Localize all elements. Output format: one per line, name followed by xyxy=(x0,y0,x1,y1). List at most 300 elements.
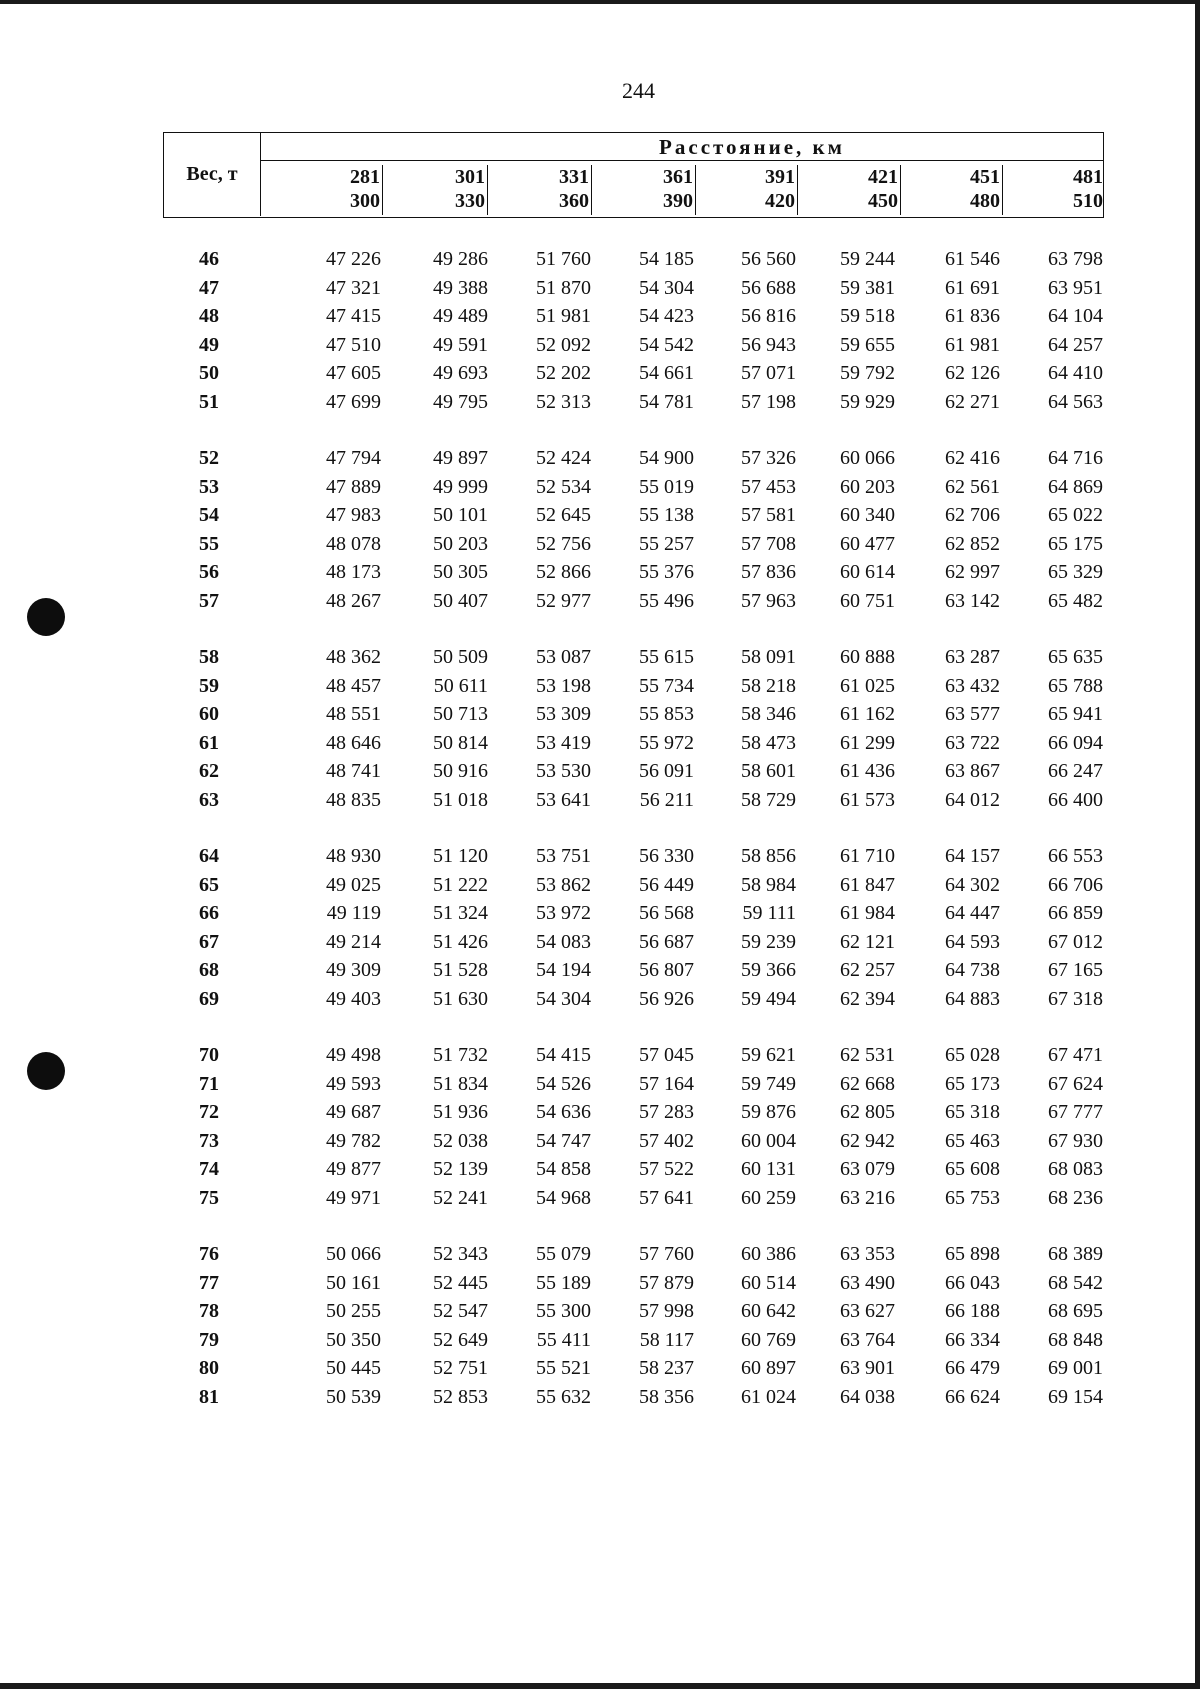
value-cell: 61 162 xyxy=(840,703,895,726)
distance-range-header xyxy=(281,165,383,215)
value-cell: 58 729 xyxy=(741,789,796,811)
value-cell: 52 534 xyxy=(536,475,591,498)
value-cell: 65 753 xyxy=(945,1187,1000,1209)
value-cell: 49 693 xyxy=(433,362,488,385)
page-number: 244 xyxy=(622,78,655,103)
range-to: 510 xyxy=(1073,190,1103,212)
value-cell: 54 781 xyxy=(639,391,694,413)
distance-range-header xyxy=(490,165,592,215)
value-cell: 49 388 xyxy=(433,276,488,299)
value-cell: 51 018 xyxy=(433,789,488,811)
weight-cell: 64 xyxy=(199,845,219,867)
value-cell: 47 983 xyxy=(326,504,381,527)
table-row xyxy=(0,277,1200,303)
value-cell: 62 257 xyxy=(840,959,895,982)
value-cell: 50 203 xyxy=(433,532,488,555)
value-cell: 67 777 xyxy=(1048,1101,1103,1124)
value-cell: 52 092 xyxy=(536,333,591,356)
value-cell: 58 346 xyxy=(741,703,796,726)
table-row xyxy=(0,1272,1200,1298)
value-cell: 65 788 xyxy=(1048,674,1103,697)
value-cell: 56 091 xyxy=(639,760,694,783)
value-cell: 51 981 xyxy=(536,305,591,328)
table-row xyxy=(0,1329,1200,1355)
value-cell: 50 814 xyxy=(433,731,488,754)
table-row xyxy=(0,1357,1200,1383)
value-cell: 57 283 xyxy=(639,1101,694,1124)
value-cell: 64 012 xyxy=(945,789,1000,811)
value-cell: 60 131 xyxy=(741,1158,796,1181)
weight-cell: 69 xyxy=(199,988,219,1010)
value-cell: 57 453 xyxy=(741,475,796,498)
table-row xyxy=(0,1300,1200,1326)
value-cell: 55 411 xyxy=(536,1328,591,1351)
value-cell: 64 738 xyxy=(945,959,1000,982)
value-cell: 64 716 xyxy=(1048,447,1103,469)
table-row xyxy=(0,1073,1200,1099)
table-row xyxy=(0,959,1200,985)
distance-range-header xyxy=(386,165,488,215)
value-cell: 53 419 xyxy=(536,731,591,754)
value-cell: 54 423 xyxy=(639,305,694,328)
value-cell: 65 318 xyxy=(945,1101,1000,1124)
table-row xyxy=(0,789,1200,815)
value-cell: 51 870 xyxy=(536,276,591,299)
weight-cell: 80 xyxy=(199,1357,219,1380)
value-cell: 61 299 xyxy=(840,731,895,754)
value-cell: 48 267 xyxy=(326,590,381,612)
value-cell: 61 691 xyxy=(945,276,1000,299)
value-cell: 49 782 xyxy=(326,1129,381,1152)
weight-cell: 76 xyxy=(199,1243,219,1265)
value-cell: 63 142 xyxy=(945,590,1000,612)
table-row xyxy=(0,561,1200,587)
value-cell: 56 926 xyxy=(639,988,694,1010)
weight-cell: 56 xyxy=(199,561,219,584)
weight-cell: 49 xyxy=(199,333,219,356)
table-row xyxy=(0,1187,1200,1213)
table-row xyxy=(0,1101,1200,1127)
value-cell: 57 963 xyxy=(741,590,796,612)
value-cell: 66 188 xyxy=(945,1300,1000,1323)
value-cell: 47 794 xyxy=(326,447,381,469)
value-cell: 61 024 xyxy=(741,1386,796,1408)
value-cell: 65 028 xyxy=(945,1044,1000,1066)
value-cell: 57 326 xyxy=(741,447,796,469)
value-cell: 67 930 xyxy=(1048,1129,1103,1152)
value-cell: 59 239 xyxy=(741,930,796,953)
value-cell: 59 518 xyxy=(840,305,895,328)
value-cell: 60 340 xyxy=(840,504,895,527)
value-cell: 55 972 xyxy=(639,731,694,754)
range-from: 301 xyxy=(455,166,485,188)
value-cell: 54 661 xyxy=(639,362,694,385)
weight-cell: 70 xyxy=(199,1044,219,1066)
value-cell: 65 463 xyxy=(945,1129,1000,1152)
value-cell: 54 083 xyxy=(536,930,591,953)
range-from: 421 xyxy=(868,166,898,188)
value-cell: 59 621 xyxy=(741,1044,796,1066)
value-cell: 66 479 xyxy=(945,1357,1000,1380)
value-cell: 62 668 xyxy=(840,1072,895,1095)
table-row xyxy=(0,1044,1200,1070)
weight-cell: 72 xyxy=(199,1101,219,1124)
distance-range-header xyxy=(1003,165,1105,215)
value-cell: 63 901 xyxy=(840,1357,895,1380)
value-cell: 49 877 xyxy=(326,1158,381,1181)
value-cell: 61 025 xyxy=(840,674,895,697)
value-cell: 52 547 xyxy=(433,1300,488,1323)
value-cell: 65 898 xyxy=(945,1243,1000,1265)
value-cell: 52 977 xyxy=(536,590,591,612)
value-cell: 66 400 xyxy=(1048,789,1103,811)
value-cell: 60 514 xyxy=(741,1271,796,1294)
value-cell: 67 165 xyxy=(1048,959,1103,982)
range-from: 281 xyxy=(350,166,380,188)
value-cell: 60 614 xyxy=(840,561,895,584)
table-row xyxy=(0,988,1200,1014)
value-cell: 62 805 xyxy=(840,1101,895,1124)
value-cell: 63 867 xyxy=(945,760,1000,783)
value-cell: 63 287 xyxy=(945,646,1000,668)
value-cell: 53 530 xyxy=(536,760,591,783)
table-row xyxy=(0,362,1200,388)
value-cell: 65 482 xyxy=(1048,590,1103,612)
value-cell: 65 175 xyxy=(1048,532,1103,555)
value-cell: 57 998 xyxy=(639,1300,694,1323)
weight-cell: 81 xyxy=(199,1386,219,1408)
value-cell: 64 883 xyxy=(945,988,1000,1010)
value-cell: 57 522 xyxy=(639,1158,694,1181)
table-row xyxy=(0,1243,1200,1269)
value-cell: 52 343 xyxy=(433,1243,488,1265)
value-cell: 55 496 xyxy=(639,590,694,612)
table-row xyxy=(0,334,1200,360)
table-row xyxy=(0,504,1200,530)
weight-cell: 75 xyxy=(199,1187,219,1209)
value-cell: 51 426 xyxy=(433,930,488,953)
value-cell: 55 189 xyxy=(536,1271,591,1294)
table-header xyxy=(163,132,1104,218)
table-row xyxy=(0,760,1200,786)
value-cell: 60 004 xyxy=(741,1129,796,1152)
value-cell: 68 695 xyxy=(1048,1300,1103,1323)
value-cell: 60 888 xyxy=(840,646,895,668)
value-cell: 61 836 xyxy=(945,305,1000,328)
value-cell: 63 577 xyxy=(945,703,1000,726)
value-cell: 58 091 xyxy=(741,646,796,668)
value-cell: 51 630 xyxy=(433,988,488,1010)
value-cell: 55 521 xyxy=(536,1357,591,1380)
value-cell: 62 121 xyxy=(840,930,895,953)
value-cell: 52 645 xyxy=(536,504,591,527)
value-cell: 68 848 xyxy=(1048,1328,1103,1351)
range-to: 480 xyxy=(970,190,1000,212)
value-cell: 66 553 xyxy=(1048,845,1103,867)
weight-cell: 77 xyxy=(199,1271,219,1294)
value-cell: 62 126 xyxy=(945,362,1000,385)
value-cell: 64 302 xyxy=(945,873,1000,896)
table-row xyxy=(0,447,1200,473)
value-cell: 49 119 xyxy=(326,902,381,925)
value-cell: 65 329 xyxy=(1048,561,1103,584)
value-cell: 55 615 xyxy=(639,646,694,668)
value-cell: 49 591 xyxy=(433,333,488,356)
range-to: 300 xyxy=(350,190,380,212)
value-cell: 50 407 xyxy=(433,590,488,612)
value-cell: 55 300 xyxy=(536,1300,591,1323)
table-row xyxy=(0,248,1200,274)
table-row xyxy=(0,1158,1200,1184)
value-cell: 64 410 xyxy=(1048,362,1103,385)
range-from: 451 xyxy=(970,166,1000,188)
value-cell: 50 305 xyxy=(433,561,488,584)
value-cell: 61 710 xyxy=(840,845,895,867)
value-cell: 53 309 xyxy=(536,703,591,726)
weight-cell: 68 xyxy=(199,959,219,982)
value-cell: 49 286 xyxy=(433,248,488,270)
value-cell: 57 071 xyxy=(741,362,796,385)
value-cell: 50 713 xyxy=(433,703,488,726)
value-cell: 58 601 xyxy=(741,760,796,783)
value-cell: 54 194 xyxy=(536,959,591,982)
weight-cell: 53 xyxy=(199,475,219,498)
value-cell: 49 309 xyxy=(326,959,381,982)
weight-cell: 55 xyxy=(199,532,219,555)
value-cell: 57 760 xyxy=(639,1243,694,1265)
value-cell: 48 457 xyxy=(326,674,381,697)
value-cell: 60 477 xyxy=(840,532,895,555)
value-cell: 64 563 xyxy=(1048,391,1103,413)
value-cell: 51 222 xyxy=(433,873,488,896)
table-row xyxy=(0,646,1200,672)
value-cell: 63 079 xyxy=(840,1158,895,1181)
value-cell: 52 241 xyxy=(433,1187,488,1209)
value-cell: 52 756 xyxy=(536,532,591,555)
value-cell: 68 389 xyxy=(1048,1243,1103,1265)
value-cell: 51 732 xyxy=(433,1044,488,1066)
value-cell: 53 751 xyxy=(536,845,591,867)
value-cell: 66 706 xyxy=(1048,873,1103,896)
value-cell: 57 708 xyxy=(741,532,796,555)
value-cell: 63 353 xyxy=(840,1243,895,1265)
value-cell: 48 741 xyxy=(326,760,381,783)
value-cell: 67 012 xyxy=(1048,930,1103,953)
value-cell: 59 655 xyxy=(840,333,895,356)
value-cell: 48 551 xyxy=(326,703,381,726)
value-cell: 56 568 xyxy=(639,902,694,925)
value-cell: 52 313 xyxy=(536,391,591,413)
weight-cell: 47 xyxy=(199,276,219,299)
weight-cell: 52 xyxy=(199,447,219,469)
table-row xyxy=(0,476,1200,502)
value-cell: 54 185 xyxy=(639,248,694,270)
value-cell: 55 734 xyxy=(639,674,694,697)
value-cell: 59 244 xyxy=(840,248,895,270)
value-cell: 49 489 xyxy=(433,305,488,328)
value-cell: 54 968 xyxy=(536,1187,591,1209)
value-cell: 51 760 xyxy=(536,248,591,270)
value-cell: 65 635 xyxy=(1048,646,1103,668)
value-cell: 52 424 xyxy=(536,447,591,469)
value-cell: 48 362 xyxy=(326,646,381,668)
weight-cell: 51 xyxy=(199,391,219,413)
value-cell: 53 862 xyxy=(536,873,591,896)
value-cell: 61 981 xyxy=(945,333,1000,356)
table-row xyxy=(0,391,1200,417)
table-row xyxy=(0,931,1200,957)
value-cell: 49 999 xyxy=(433,475,488,498)
value-cell: 54 526 xyxy=(536,1072,591,1095)
value-cell: 62 561 xyxy=(945,475,1000,498)
value-cell: 58 237 xyxy=(639,1357,694,1380)
value-cell: 49 214 xyxy=(326,930,381,953)
value-cell: 69 154 xyxy=(1048,1386,1103,1408)
value-cell: 69 001 xyxy=(1048,1357,1103,1380)
range-to: 390 xyxy=(663,190,693,212)
value-cell: 52 202 xyxy=(536,362,591,385)
value-cell: 50 445 xyxy=(326,1357,381,1380)
value-cell: 50 611 xyxy=(433,674,488,697)
value-cell: 50 101 xyxy=(433,504,488,527)
value-cell: 56 816 xyxy=(741,305,796,328)
range-to: 330 xyxy=(455,190,485,212)
value-cell: 65 022 xyxy=(1048,504,1103,527)
value-cell: 58 473 xyxy=(741,731,796,754)
value-cell: 49 971 xyxy=(326,1187,381,1209)
value-cell: 60 769 xyxy=(741,1328,796,1351)
value-cell: 59 381 xyxy=(840,276,895,299)
value-cell: 51 834 xyxy=(433,1072,488,1095)
weight-cell: 59 xyxy=(199,674,219,697)
value-cell: 60 642 xyxy=(741,1300,796,1323)
value-cell: 63 490 xyxy=(840,1271,895,1294)
value-cell: 54 747 xyxy=(536,1129,591,1152)
value-cell: 64 157 xyxy=(945,845,1000,867)
value-cell: 57 402 xyxy=(639,1129,694,1152)
value-cell: 64 038 xyxy=(840,1386,895,1408)
distance-range-header xyxy=(799,165,901,215)
value-cell: 50 916 xyxy=(433,760,488,783)
value-cell: 51 936 xyxy=(433,1101,488,1124)
value-cell: 56 211 xyxy=(639,789,694,811)
table-row xyxy=(0,732,1200,758)
value-cell: 59 494 xyxy=(741,988,796,1010)
value-cell: 59 876 xyxy=(741,1101,796,1124)
value-cell: 56 688 xyxy=(741,276,796,299)
table-row xyxy=(0,703,1200,729)
value-cell: 61 847 xyxy=(840,873,895,896)
value-cell: 49 498 xyxy=(326,1044,381,1066)
value-cell: 65 608 xyxy=(945,1158,1000,1181)
value-cell: 48 173 xyxy=(326,561,381,584)
value-cell: 50 066 xyxy=(326,1243,381,1265)
value-cell: 63 764 xyxy=(840,1328,895,1351)
table-row xyxy=(0,1386,1200,1412)
value-cell: 51 528 xyxy=(433,959,488,982)
value-cell: 65 941 xyxy=(1048,703,1103,726)
value-cell: 52 038 xyxy=(433,1129,488,1152)
weight-cell: 71 xyxy=(199,1072,219,1095)
weight-cell: 63 xyxy=(199,789,219,811)
table-row xyxy=(0,902,1200,928)
value-cell: 64 104 xyxy=(1048,305,1103,328)
table-row xyxy=(0,533,1200,559)
value-cell: 50 350 xyxy=(326,1328,381,1351)
value-cell: 53 972 xyxy=(536,902,591,925)
value-cell: 63 798 xyxy=(1048,248,1103,270)
value-cell: 64 257 xyxy=(1048,333,1103,356)
weight-cell: 54 xyxy=(199,504,219,527)
value-cell: 59 111 xyxy=(742,902,796,925)
value-cell: 47 889 xyxy=(326,475,381,498)
value-cell: 62 416 xyxy=(945,447,1000,469)
value-cell: 57 198 xyxy=(741,391,796,413)
value-cell: 64 593 xyxy=(945,930,1000,953)
value-cell: 55 853 xyxy=(639,703,694,726)
value-cell: 56 330 xyxy=(639,845,694,867)
value-cell: 61 984 xyxy=(840,902,895,925)
value-cell: 68 236 xyxy=(1048,1187,1103,1209)
table-row xyxy=(0,305,1200,331)
value-cell: 62 997 xyxy=(945,561,1000,584)
range-to: 360 xyxy=(559,190,589,212)
value-cell: 52 853 xyxy=(433,1386,488,1408)
value-cell: 66 094 xyxy=(1048,731,1103,754)
value-cell: 67 624 xyxy=(1048,1072,1103,1095)
value-cell: 64 869 xyxy=(1048,475,1103,498)
value-cell: 61 546 xyxy=(945,248,1000,270)
value-cell: 48 646 xyxy=(326,731,381,754)
value-cell: 49 403 xyxy=(326,988,381,1010)
value-cell: 52 139 xyxy=(433,1158,488,1181)
weight-cell: 73 xyxy=(199,1129,219,1152)
weight-cell: 61 xyxy=(199,731,219,754)
distance-header: Расстояние, км xyxy=(261,133,1103,161)
value-cell: 53 198 xyxy=(536,674,591,697)
value-cell: 55 257 xyxy=(639,532,694,555)
value-cell: 56 449 xyxy=(639,873,694,896)
value-cell: 62 394 xyxy=(840,988,895,1010)
value-cell: 63 432 xyxy=(945,674,1000,697)
value-cell: 60 203 xyxy=(840,475,895,498)
value-cell: 55 376 xyxy=(639,561,694,584)
value-cell: 52 866 xyxy=(536,561,591,584)
weight-cell: 65 xyxy=(199,873,219,896)
table-row xyxy=(0,845,1200,871)
value-cell: 58 856 xyxy=(741,845,796,867)
range-from: 391 xyxy=(765,166,795,188)
range-to: 420 xyxy=(765,190,795,212)
value-cell: 67 471 xyxy=(1048,1044,1103,1066)
value-cell: 60 259 xyxy=(741,1187,796,1209)
value-cell: 54 415 xyxy=(536,1044,591,1066)
table-row xyxy=(0,1130,1200,1156)
value-cell: 55 632 xyxy=(536,1386,591,1408)
value-cell: 50 539 xyxy=(326,1386,381,1408)
weight-cell: 62 xyxy=(199,760,219,783)
value-cell: 63 722 xyxy=(945,731,1000,754)
weight-cell: 57 xyxy=(199,590,219,612)
distance-range-header xyxy=(696,165,798,215)
value-cell: 52 445 xyxy=(433,1271,488,1294)
value-cell: 50 509 xyxy=(433,646,488,668)
weight-cell: 50 xyxy=(199,362,219,385)
value-cell: 66 334 xyxy=(945,1328,1000,1351)
value-cell: 68 542 xyxy=(1048,1271,1103,1294)
value-cell: 55 019 xyxy=(639,475,694,498)
value-cell: 63 627 xyxy=(840,1300,895,1323)
